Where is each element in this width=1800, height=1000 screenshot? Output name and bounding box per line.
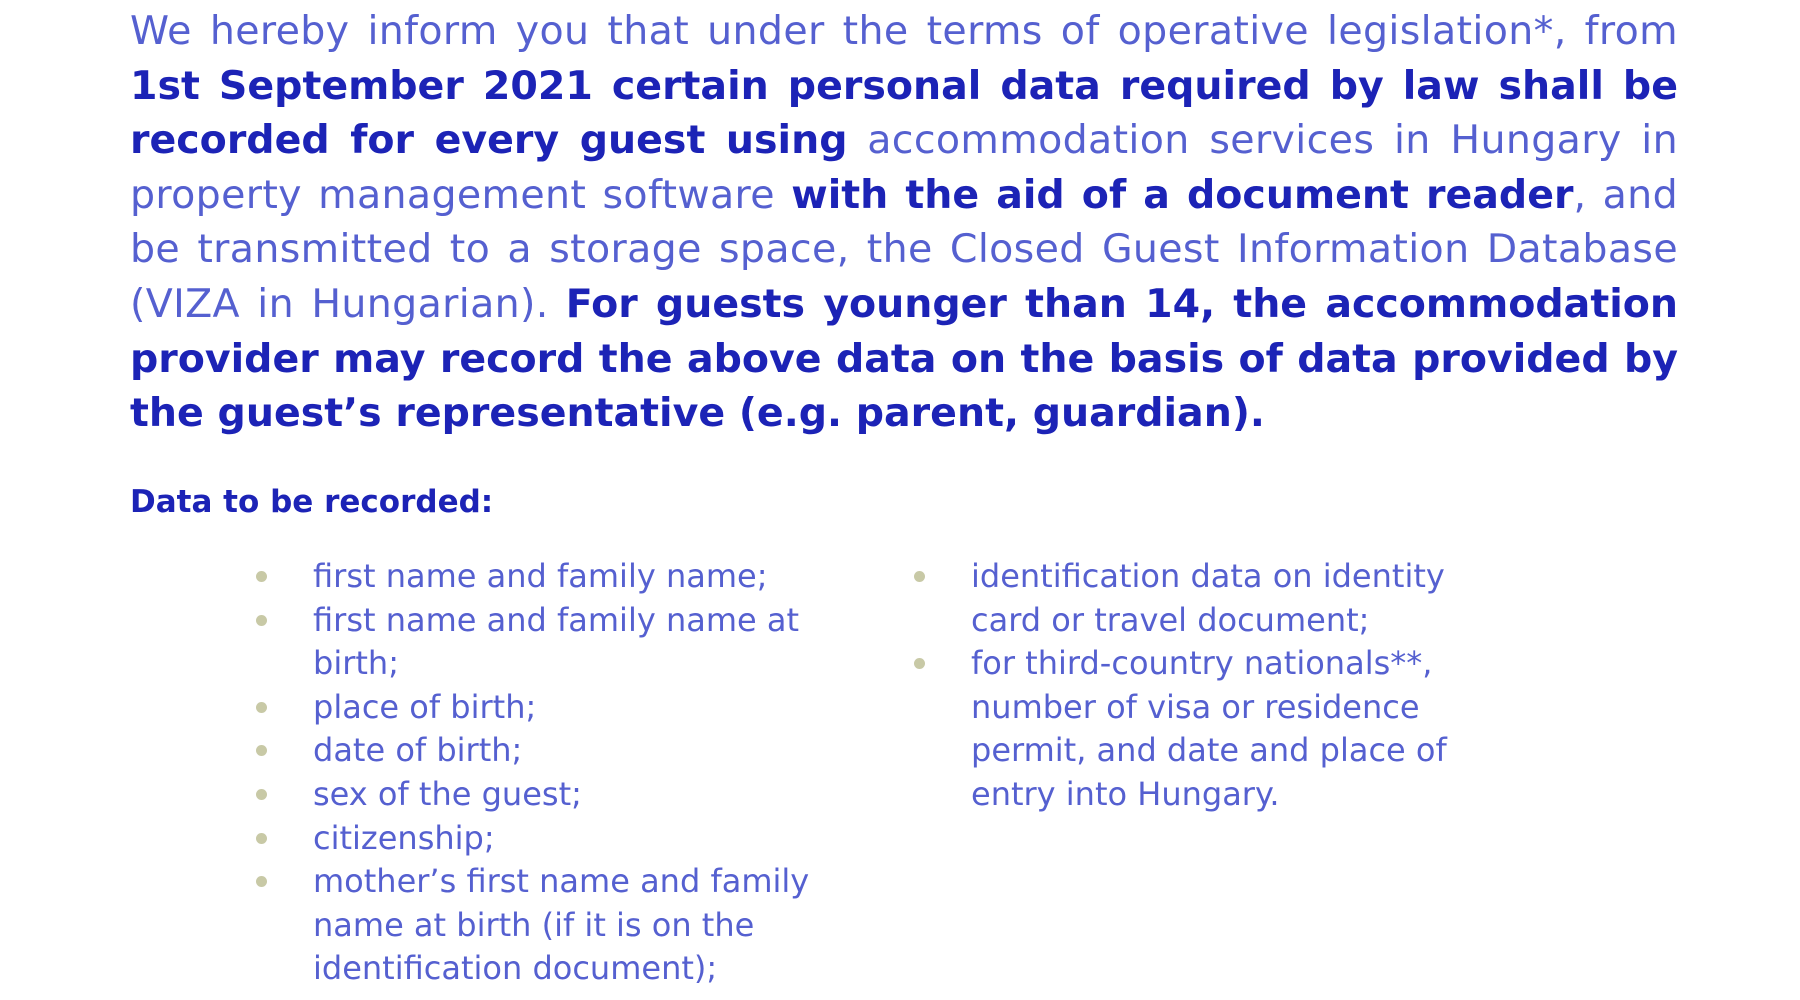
- bullet-icon: [256, 702, 267, 713]
- bullet-icon: [256, 571, 267, 582]
- list-item-text: identification data on identity card or travel document;: [971, 557, 1445, 639]
- list-item-text: sex of the guest;: [313, 774, 582, 813]
- list-item-text: citizenship;: [313, 818, 495, 857]
- bullet-icon: [914, 571, 925, 582]
- intro-bold-document-reader: with the aid of a document reader: [791, 171, 1574, 218]
- list-item-text: date of birth;: [313, 731, 523, 770]
- list-item-text: first name and family name at birth;: [313, 600, 800, 683]
- list-item: [256, 860, 856, 991]
- list-item-text: mother’s first name and family name at birth (if it is on the identification document);: [313, 862, 810, 988]
- list-item-text: place of birth;: [313, 687, 537, 726]
- bullet-icon: [256, 615, 267, 626]
- list-item-text: for third-country nationals**, number of visa or residence permit, and date and place of entry into Hungary.: [971, 644, 1447, 813]
- list-item: [256, 773, 856, 817]
- bullet-icon: [914, 658, 925, 669]
- list-item: [256, 686, 856, 730]
- data-to-be-recorded-heading: Data to be recorded:: [130, 484, 494, 520]
- list-item: [256, 729, 856, 773]
- recorded-data-list-left: [256, 555, 856, 991]
- intro-text-3: , and be transmitted to a storage space, the Closed Guest Information Database (VIZA in Hungarian).: [130, 171, 1678, 327]
- intro-text-1: We hereby inform you that under the terms of operative legislation*, from: [130, 8, 1678, 54]
- intro-paragraph: [130, 4, 1678, 441]
- intro-bold-date-requirement: 1st September 2021 certain personal data required by law shall be recorded for every guest using: [130, 62, 1678, 164]
- list-item: [256, 817, 856, 861]
- list-item: [256, 555, 856, 599]
- bullet-icon: [256, 833, 267, 844]
- list-item: [256, 599, 856, 686]
- list-item: [914, 642, 1474, 816]
- bullet-icon: [256, 745, 267, 756]
- list-item-text: first name and family name;: [313, 557, 768, 595]
- bullet-icon: [256, 876, 267, 887]
- list-item: [914, 555, 1474, 642]
- bullet-icon: [256, 789, 267, 800]
- recorded-data-list-right: [914, 555, 1474, 817]
- minors-paragraph: For guests younger than 14, the accommodation provider may record the above data on the basis of data provided by the guest’s representative (e.g. parent, guardian).: [130, 280, 1678, 437]
- intro-text-2: accommodation services in Hungary in property management software: [130, 117, 1678, 218]
